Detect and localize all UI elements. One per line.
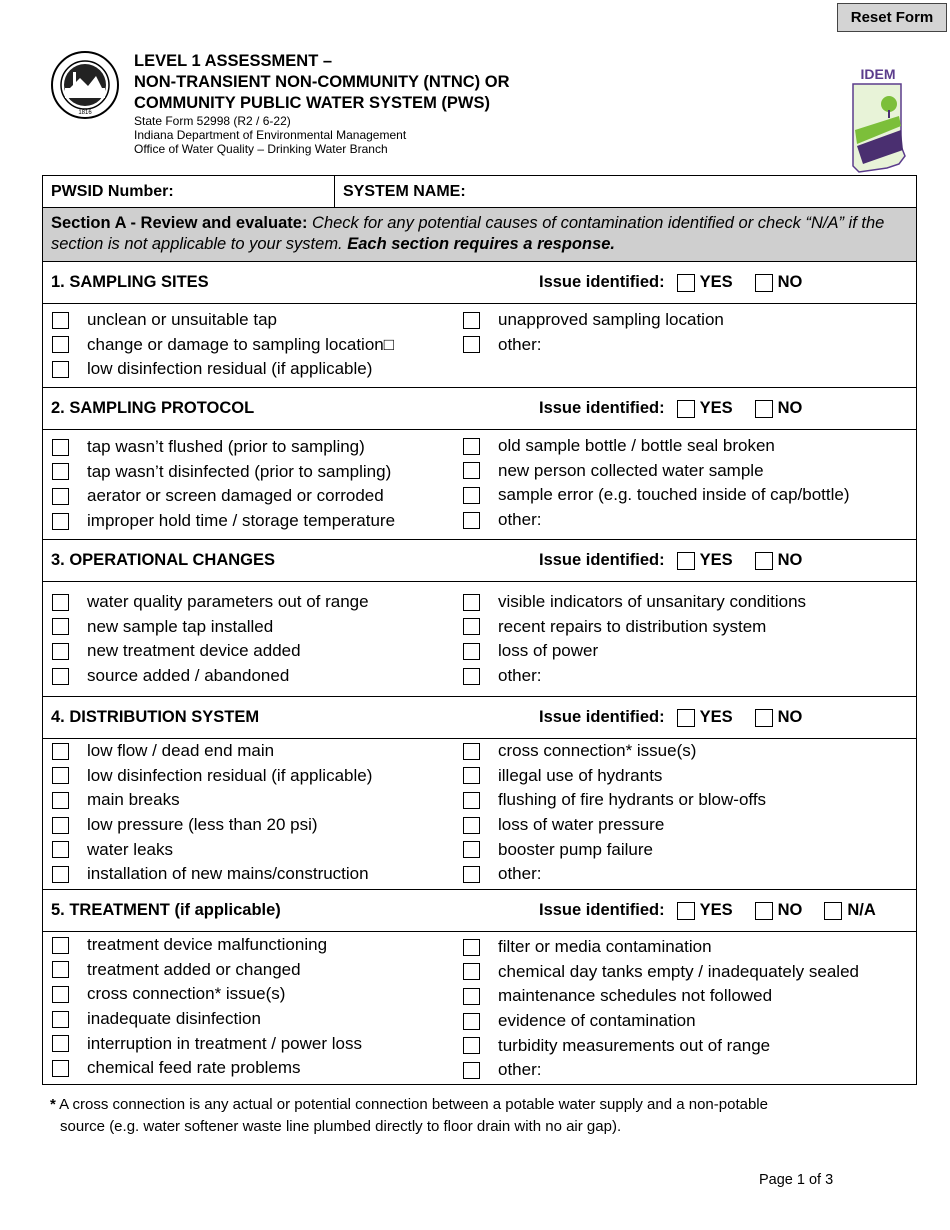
checkbox[interactable] [52, 463, 69, 480]
check-item[interactable] [463, 459, 850, 484]
yes-checkbox[interactable] [677, 552, 695, 570]
item-label: low flow / dead end main [87, 741, 275, 761]
check-item[interactable] [52, 639, 369, 664]
section-a-instruction-text: Check for any potential causes of contamination identified or check “N/A” if the section is not applicable to your system. [51, 214, 885, 253]
idem-logo-icon [843, 66, 913, 176]
section-2-items [43, 430, 917, 540]
footnote-line-1: A cross connection is any actual or potential connection between a potable water supply and a non-potable [55, 1096, 768, 1113]
item-label: water quality parameters out of range [87, 592, 369, 612]
section-3-items [43, 582, 917, 697]
checkbox[interactable] [52, 361, 69, 378]
check-item[interactable] [52, 813, 372, 838]
section-title: 2. SAMPLING PROTOCOL [51, 399, 255, 417]
check-item[interactable] [52, 1056, 362, 1081]
checkbox[interactable] [463, 1037, 480, 1054]
checkbox[interactable] [52, 336, 69, 353]
pwsid-field[interactable] [43, 176, 335, 208]
issue-identified-label: Issue identified: [539, 708, 665, 726]
form-title [134, 51, 510, 114]
yes-checkbox[interactable] [677, 274, 695, 292]
check-item[interactable] [52, 1007, 362, 1032]
section-title: 1. SAMPLING SITES [51, 273, 209, 291]
item-label: old sample bottle / bottle seal broken [498, 436, 775, 456]
checkbox[interactable] [52, 866, 69, 883]
section-title: 5. TREATMENT (if applicable) [51, 901, 281, 919]
item-label: main breaks [87, 790, 180, 810]
check-item[interactable] [52, 357, 394, 382]
item-label: improper hold time / storage temperature [87, 511, 396, 531]
item-label: sample error (e.g. touched inside of cap/bottle) [498, 485, 850, 505]
checkbox[interactable] [52, 439, 69, 456]
check-item[interactable] [52, 484, 395, 509]
footnote-star: * [50, 1096, 56, 1113]
section-3-header [43, 540, 917, 582]
checkbox[interactable] [463, 643, 480, 660]
item-label: source added / abandoned [87, 666, 290, 686]
item-label: new sample tap installed [87, 616, 274, 636]
checkbox[interactable] [463, 792, 480, 809]
checkbox[interactable] [463, 487, 480, 504]
item-label: evidence of contamination [498, 1011, 696, 1031]
yes-label: YES [699, 399, 733, 417]
item-label: unclean or unsuitable tap [87, 310, 277, 330]
check-item[interactable] [52, 739, 372, 764]
yes-label: YES [699, 551, 733, 569]
item-label: low pressure (less than 20 psi) [87, 815, 318, 835]
check-item[interactable] [52, 435, 395, 460]
check-item[interactable] [52, 308, 394, 333]
seal-year-text: 1816 [78, 110, 92, 116]
check-item[interactable] [52, 333, 394, 358]
check-item[interactable] [52, 933, 362, 958]
footnote-line-2: source (e.g. water softener waste line plumbed directly to floor drain with no air gap). [60, 1118, 622, 1135]
reset-form-button[interactable]: Reset Form [837, 3, 947, 32]
checkbox[interactable] [463, 438, 480, 455]
item-label: unapproved sampling location [498, 310, 724, 330]
state-seal-icon [50, 50, 120, 120]
checkbox[interactable] [52, 937, 69, 954]
section-5-items [43, 932, 917, 1085]
no-label: NO [777, 273, 803, 291]
checkbox[interactable] [52, 618, 69, 635]
no-label: NO [777, 551, 803, 569]
section-1-items [43, 304, 917, 388]
check-item[interactable] [52, 615, 369, 640]
item-label: cross connection* issue(s) [498, 741, 697, 761]
item-label: new treatment device added [87, 641, 301, 661]
checkbox[interactable] [52, 594, 69, 611]
issue-identified-label: Issue identified: [539, 399, 665, 417]
item-label: loss of water pressure [498, 815, 665, 835]
checkbox[interactable] [52, 767, 69, 784]
assessment-form-table [42, 175, 917, 1085]
item-label: filter or media contamination [498, 937, 712, 957]
checkbox[interactable] [52, 513, 69, 530]
checkbox[interactable] [463, 939, 480, 956]
item-label: other: [498, 334, 542, 354]
check-item[interactable] [463, 664, 806, 689]
item-label: illegal use of hydrants [498, 765, 663, 785]
checkbox[interactable] [463, 1062, 480, 1079]
title-line-2: NON-TRANSIENT NON-COMMUNITY (NTNC) OR [134, 73, 510, 91]
item-label: aerator or screen damaged or corroded [87, 486, 384, 506]
section-title: 3. OPERATIONAL CHANGES [51, 551, 275, 569]
check-item[interactable] [463, 862, 766, 887]
section-a-heading: Section A - Review and evaluate: [51, 214, 308, 232]
checkbox[interactable] [52, 643, 69, 660]
check-item[interactable] [52, 590, 369, 615]
item-label: water leaks [87, 839, 173, 859]
check-item[interactable] [463, 984, 859, 1009]
checkbox[interactable] [463, 767, 480, 784]
check-item[interactable] [52, 958, 362, 983]
issue-identified-label: Issue identified: [539, 901, 665, 919]
idem-logo-text: IDEM [860, 66, 896, 82]
item-label: treatment device malfunctioning [87, 935, 328, 955]
item-label: low disinfection residual (if applicable) [87, 765, 373, 785]
check-item[interactable] [52, 764, 372, 789]
check-item[interactable] [463, 1009, 859, 1034]
item-label: cross connection* issue(s) [87, 984, 286, 1004]
check-item[interactable] [52, 1031, 362, 1056]
item-label: flushing of fire hydrants or blow-offs [498, 790, 767, 810]
item-label: treatment added or changed [87, 959, 301, 979]
checkbox[interactable] [52, 1035, 69, 1052]
item-label: turbidity measurements out of range [498, 1035, 771, 1055]
checkbox[interactable] [52, 841, 69, 858]
no-checkbox[interactable] [755, 552, 773, 570]
check-item[interactable] [463, 837, 766, 862]
check-item[interactable] [463, 764, 766, 789]
check-item[interactable] [463, 483, 850, 508]
item-label: tap wasn’t flushed (prior to sampling) [87, 437, 365, 457]
item-label: chemical day tanks empty / inadequately sealed [498, 961, 859, 981]
check-item[interactable] [463, 739, 766, 764]
form-subtitle [134, 114, 406, 156]
section-1-header [43, 262, 917, 304]
check-item[interactable] [463, 639, 806, 664]
title-line-1: LEVEL 1 ASSESSMENT – [134, 52, 333, 70]
state-form-number: State Form 52998 (R2 / 6-22) [134, 114, 291, 128]
item-label: booster pump failure [498, 839, 653, 859]
checkbox[interactable] [463, 336, 480, 353]
checkbox[interactable] [463, 512, 480, 529]
office-name: Office of Water Quality – Drinking Water Branch [134, 142, 388, 156]
check-item[interactable] [463, 1033, 859, 1058]
no-checkbox[interactable] [755, 274, 773, 292]
no-checkbox[interactable] [755, 400, 773, 418]
yes-label: YES [699, 901, 733, 919]
checkbox[interactable] [463, 594, 480, 611]
system-name-field[interactable] [335, 176, 917, 208]
check-item[interactable] [463, 788, 766, 813]
section-title: 4. DISTRIBUTION SYSTEM [51, 708, 260, 726]
na-label: N/A [847, 901, 876, 919]
checkbox[interactable] [52, 792, 69, 809]
item-label: installation of new mains/construction [87, 864, 369, 884]
cross-connection-footnote [50, 1094, 910, 1138]
checkbox[interactable] [52, 312, 69, 329]
check-item[interactable] [52, 460, 395, 485]
title-line-3: COMMUNITY PUBLIC WATER SYSTEM (PWS) [134, 94, 490, 112]
check-item[interactable] [463, 434, 850, 459]
no-label: NO [777, 901, 803, 919]
item-label: recent repairs to distribution system [498, 616, 767, 636]
item-label: inadequate disinfection [87, 1009, 261, 1029]
check-item[interactable] [52, 788, 372, 813]
section-a-instructions [43, 208, 917, 262]
checkbox[interactable] [52, 743, 69, 760]
checkbox[interactable] [52, 817, 69, 834]
check-item[interactable] [463, 1058, 859, 1083]
na-checkbox[interactable] [824, 902, 842, 920]
check-item[interactable] [463, 508, 850, 533]
checkbox[interactable] [463, 312, 480, 329]
check-item[interactable] [463, 813, 766, 838]
checkbox[interactable] [52, 961, 69, 978]
yes-checkbox[interactable] [677, 400, 695, 418]
item-label: chemical feed rate problems [87, 1058, 301, 1078]
section-a-requirement: Each section requires a response. [347, 235, 616, 253]
item-label: other: [498, 864, 542, 884]
check-item[interactable] [463, 935, 859, 960]
section-5-header [43, 890, 917, 932]
check-item[interactable] [463, 960, 859, 985]
item-label: change or damage to sampling location□ [87, 334, 395, 354]
check-item[interactable] [463, 308, 724, 333]
check-item[interactable] [52, 862, 372, 887]
issue-identified-label: Issue identified: [539, 551, 665, 569]
checkbox[interactable] [52, 986, 69, 1003]
checkbox[interactable] [463, 963, 480, 980]
checkbox[interactable] [463, 743, 480, 760]
check-item[interactable] [52, 664, 369, 689]
no-label: NO [777, 708, 803, 726]
system-name-label: SYSTEM NAME: [343, 183, 466, 200]
checkbox[interactable] [52, 1060, 69, 1077]
checkbox[interactable] [463, 866, 480, 883]
item-label: maintenance schedules not followed [498, 986, 773, 1006]
check-item[interactable] [52, 509, 395, 534]
item-label: other: [498, 1060, 542, 1080]
item-label: visible indicators of unsanitary conditions [498, 592, 807, 612]
section-4-items [43, 739, 917, 890]
checkbox[interactable] [52, 668, 69, 685]
checkbox[interactable] [463, 1013, 480, 1030]
check-item[interactable] [463, 590, 806, 615]
checkbox[interactable] [52, 488, 69, 505]
checkbox[interactable] [463, 817, 480, 834]
checkbox[interactable] [52, 1011, 69, 1028]
item-label: other: [498, 510, 542, 530]
item-label: low disinfection residual (if applicable) [87, 359, 373, 379]
section-2-header [43, 388, 917, 430]
check-item[interactable] [52, 982, 362, 1007]
no-label: NO [777, 399, 803, 417]
check-item[interactable] [52, 837, 372, 862]
item-label: loss of power [498, 641, 599, 661]
pwsid-label: PWSID Number: [51, 183, 174, 200]
no-checkbox[interactable] [755, 902, 773, 920]
checkbox[interactable] [463, 668, 480, 685]
checkbox[interactable] [463, 841, 480, 858]
check-item[interactable] [463, 333, 724, 358]
item-label: tap wasn’t disinfected (prior to sampling) [87, 461, 392, 481]
page-number: Page 1 of 3 [759, 1172, 834, 1188]
department-name: Indiana Department of Environmental Management [134, 128, 407, 142]
checkbox[interactable] [463, 618, 480, 635]
check-item[interactable] [463, 615, 806, 640]
section-4-header [43, 697, 917, 739]
item-label: other: [498, 666, 542, 686]
checkbox[interactable] [463, 462, 480, 479]
yes-checkbox[interactable] [677, 902, 695, 920]
item-label: new person collected water sample [498, 460, 764, 480]
yes-label: YES [699, 273, 733, 291]
issue-identified-label: Issue identified: [539, 273, 665, 291]
item-label: interruption in treatment / power loss [87, 1033, 362, 1053]
yes-label: YES [699, 708, 733, 726]
no-checkbox[interactable] [755, 709, 773, 727]
checkbox[interactable] [463, 988, 480, 1005]
yes-checkbox[interactable] [677, 709, 695, 727]
